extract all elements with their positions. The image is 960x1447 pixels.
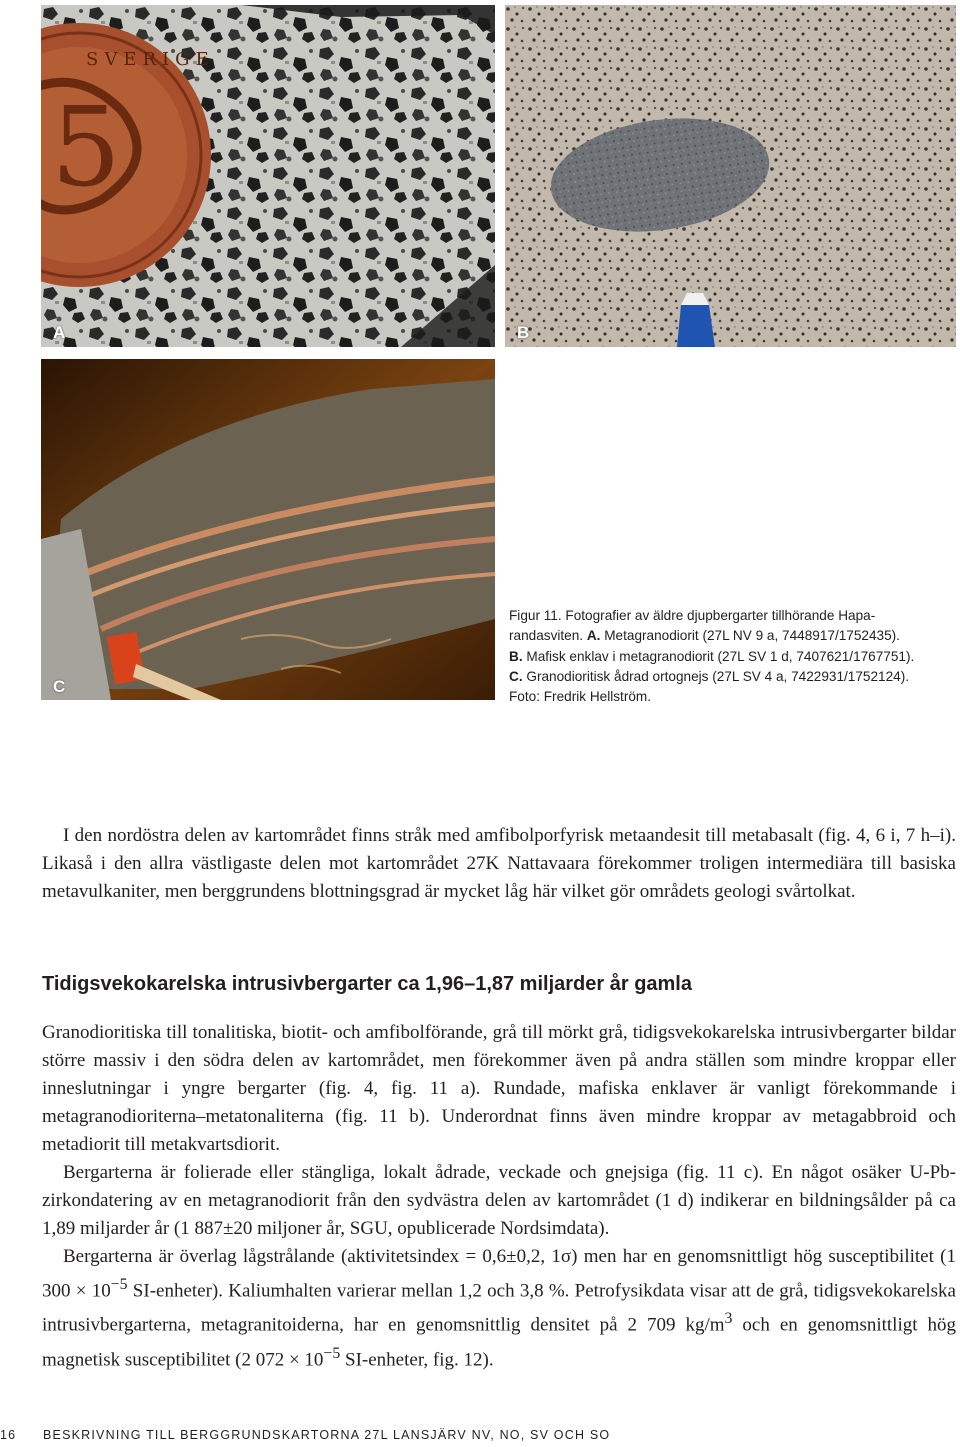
caption-label-a: A. [586, 628, 601, 644]
exponent-m3: 3 [724, 1310, 733, 1328]
svg-text:5: 5 [51, 83, 121, 211]
caption-line-c: C. Granodioritisk ådrad ortognejs (27L SV 4 a, 7422931/1752124). [509, 668, 910, 684]
running-title: BESKRIVNING TILL BERGGRUNDSKARTORNA 27L LANSJÄRV NV, NO, SV OCH SO [43, 1428, 611, 1442]
caption-label-b: B. [509, 648, 523, 664]
caption-credit: Foto: Fredrik Hellström. [509, 689, 652, 705]
caption-line-b: B. Mafisk enklav i metagranodiorit (27L SV 1 d, 7407621/1767751). [509, 648, 915, 664]
svg-text:SVERIGE: SVERIGE [86, 49, 215, 70]
figure-caption [509, 606, 949, 707]
section-paragraph-3: Bergarterna är överlag lågstrålande (aktivitetsindex = 0,6±0,2, 1σ) men har en genomsnittligt hög susceptibilitet (1 $300 \times 10^{-5}$ SI-enheter). Kaliumhalten varierar mellan 1,2 och 3,8 %. Petrofysikdata visar att de grå, tidigsvekokarelska intrusivbergarterna, metagranitoiderna, har en genomsnittlig densitet på 2 709 $kg/m^3$ och en genomsnittligt hög magnetisk susceptibilitet (2 $072 \times 10^{-5}$ SI-enheter, fig. 12). [42, 1246, 956, 1370]
photo-label-b: B [517, 323, 530, 342]
photo-a-image [41, 5, 495, 347]
photo-b-image [505, 5, 956, 347]
intro-paragraph-text: I den nordöstra delen av kartområdet finns stråk med amfibolporfyrisk metaandesit till metabasalt (fig. 4, 6 i, 7 h–i). Likaså i den allra västligaste delen mot kartområdet 27K Nattavaara förekommer troligen intermediära till basiska metavulkaniter, men berggrundens blottningsgrad är mycket låg här vilket gör områdets geologi svårtolkat. [42, 825, 956, 902]
caption-line-2: randasviten. A. Metagranodiorit (27L NV 9 a, 7448917/1752435). [509, 628, 900, 644]
intro-paragraph [42, 822, 956, 906]
page-footer [0, 1428, 960, 1444]
photo-label-a: A [53, 323, 66, 342]
photo-metagranodiorite [41, 5, 495, 347]
caption-label-c: C. [509, 668, 523, 684]
section-paragraph-1: Granodioritiska till tonalitiska, biotit- och amfibolförande, grå till mörkt grå, tidigsvekokarelska intrusivbergarter bildar större massiv i den södra delen av kartområdet, men förekommer även på andra ställen som mindre kroppar eller inneslutningar i yngre bergarter (fig. 4, fig. 11 a). Rundade, mafiska enklaver är vanligt förekommande i metagranodioriterna–metatonaliterna (fig. 11 b). Underordnat finns även mindre kroppar av metagabbroid och metadiorit till metakvartsdiorit. [42, 1022, 956, 1155]
caption-line-1: Figur 11. Fotografier av äldre djupbergarter tillhörande Hapa- [509, 608, 876, 623]
page-number: 16 [0, 1428, 17, 1442]
photo-mafic-enclave [505, 5, 956, 347]
section-body [42, 1019, 956, 1374]
sigma-symbol: σ [560, 1246, 572, 1267]
section-paragraph-2: Bergarterna är folierade eller stängliga, lokalt ådrade, veckade och gnejsiga (fig. 11 c). En något osäker U-Pb-zirkondatering av en metagranodiorit från den sydvästra delen av kartområdet (1 d) indikerar en bildningsålder på ca 1,89 miljarder år (1 887±20 miljoner år, SGU, opublicerade Nordsimdata). [42, 1162, 956, 1239]
photo-orthogneiss [41, 359, 495, 700]
exponent: −5 [323, 1344, 341, 1362]
photo-c-image [41, 359, 495, 700]
section-heading: Tidigsvekokarelska intrusivbergarter ca 1,96–1,87 miljarder år gamla [42, 973, 692, 995]
photo-label-c: C [53, 677, 66, 696]
exponent: −5 [110, 1276, 128, 1293]
